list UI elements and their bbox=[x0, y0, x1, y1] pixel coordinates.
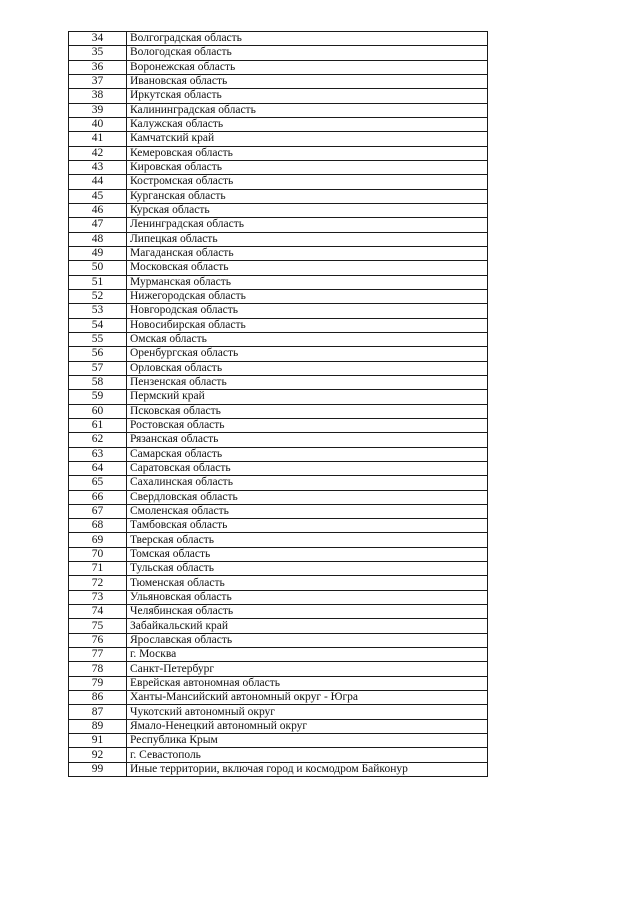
region-name-cell: Новгородская область bbox=[127, 304, 488, 318]
table-row bbox=[69, 318, 488, 332]
table-row bbox=[69, 60, 488, 74]
region-code-cell: 70 bbox=[69, 547, 127, 561]
region-code-cell: 79 bbox=[69, 676, 127, 690]
table-row bbox=[69, 404, 488, 418]
table-row bbox=[69, 705, 488, 719]
table-row bbox=[69, 232, 488, 246]
region-code-cell: 34 bbox=[69, 32, 127, 46]
table-row bbox=[69, 433, 488, 447]
region-name-cell: Ямало-Ненецкий автономный округ bbox=[127, 719, 488, 733]
region-code-cell: 43 bbox=[69, 160, 127, 174]
region-code-cell: 53 bbox=[69, 304, 127, 318]
table-row bbox=[69, 46, 488, 60]
table-row bbox=[69, 562, 488, 576]
table-row bbox=[69, 132, 488, 146]
table-row bbox=[69, 361, 488, 375]
table-row bbox=[69, 719, 488, 733]
region-name-cell: Липецкая область bbox=[127, 232, 488, 246]
region-code-cell: 68 bbox=[69, 519, 127, 533]
table-row bbox=[69, 533, 488, 547]
region-name-cell: Пермский край bbox=[127, 390, 488, 404]
region-name-cell: Ханты-Мансийский автономный округ - Югра bbox=[127, 691, 488, 705]
region-name-cell: Вологодская область bbox=[127, 46, 488, 60]
region-name-cell: Смоленская область bbox=[127, 504, 488, 518]
table-row bbox=[69, 648, 488, 662]
table-row bbox=[69, 576, 488, 590]
region-name-cell: Иркутская область bbox=[127, 89, 488, 103]
region-name-cell: Московская область bbox=[127, 261, 488, 275]
table-row bbox=[69, 490, 488, 504]
table-row bbox=[69, 662, 488, 676]
region-code-cell: 35 bbox=[69, 46, 127, 60]
region-code-cell: 77 bbox=[69, 648, 127, 662]
region-name-cell: Курская область bbox=[127, 203, 488, 217]
region-name-cell: Новосибирская область bbox=[127, 318, 488, 332]
table-row bbox=[69, 246, 488, 260]
table-row bbox=[69, 691, 488, 705]
region-code-cell: 58 bbox=[69, 375, 127, 389]
region-code-cell: 72 bbox=[69, 576, 127, 590]
region-code-cell: 87 bbox=[69, 705, 127, 719]
region-code-cell: 99 bbox=[69, 762, 127, 776]
table-row bbox=[69, 89, 488, 103]
region-code-cell: 73 bbox=[69, 590, 127, 604]
region-code-cell: 44 bbox=[69, 175, 127, 189]
region-name-cell: Сахалинская область bbox=[127, 476, 488, 490]
table-row bbox=[69, 418, 488, 432]
table-row bbox=[69, 504, 488, 518]
region-name-cell: Псковская область bbox=[127, 404, 488, 418]
region-name-cell: Саратовская область bbox=[127, 461, 488, 475]
region-name-cell: Иные территории, включая город и космодром Байконур bbox=[127, 762, 488, 776]
region-code-cell: 42 bbox=[69, 146, 127, 160]
region-code-cell: 40 bbox=[69, 117, 127, 131]
region-name-cell: Тульская область bbox=[127, 562, 488, 576]
region-name-cell: г. Севастополь bbox=[127, 748, 488, 762]
table-row bbox=[69, 117, 488, 131]
region-name-cell: Томская область bbox=[127, 547, 488, 561]
region-name-cell: Рязанская область bbox=[127, 433, 488, 447]
regions-table-body bbox=[69, 32, 488, 777]
region-name-cell: Курганская область bbox=[127, 189, 488, 203]
region-code-cell: 60 bbox=[69, 404, 127, 418]
table-row bbox=[69, 146, 488, 160]
table-row bbox=[69, 203, 488, 217]
region-name-cell: Камчатский край bbox=[127, 132, 488, 146]
region-code-cell: 66 bbox=[69, 490, 127, 504]
region-code-cell: 64 bbox=[69, 461, 127, 475]
table-row bbox=[69, 103, 488, 117]
region-code-cell: 52 bbox=[69, 289, 127, 303]
region-code-cell: 78 bbox=[69, 662, 127, 676]
region-code-cell: 69 bbox=[69, 533, 127, 547]
region-code-cell: 65 bbox=[69, 476, 127, 490]
region-name-cell: Омская область bbox=[127, 332, 488, 346]
region-code-cell: 38 bbox=[69, 89, 127, 103]
table-row bbox=[69, 218, 488, 232]
region-name-cell: Ивановская область bbox=[127, 74, 488, 88]
region-name-cell: Орловская область bbox=[127, 361, 488, 375]
table-row bbox=[69, 547, 488, 561]
table-row bbox=[69, 461, 488, 475]
region-name-cell: Мурманская область bbox=[127, 275, 488, 289]
region-name-cell: Еврейская автономная область bbox=[127, 676, 488, 690]
table-row bbox=[69, 189, 488, 203]
region-code-cell: 39 bbox=[69, 103, 127, 117]
region-name-cell: Забайкальский край bbox=[127, 619, 488, 633]
region-name-cell: Ленинградская область bbox=[127, 218, 488, 232]
regions-table bbox=[68, 31, 488, 777]
region-name-cell: Тамбовская область bbox=[127, 519, 488, 533]
region-name-cell: Тверская область bbox=[127, 533, 488, 547]
region-name-cell: Республика Крым bbox=[127, 734, 488, 748]
table-row bbox=[69, 447, 488, 461]
region-name-cell: Магаданская область bbox=[127, 246, 488, 260]
region-code-cell: 59 bbox=[69, 390, 127, 404]
region-code-cell: 92 bbox=[69, 748, 127, 762]
region-code-cell: 67 bbox=[69, 504, 127, 518]
table-row bbox=[69, 332, 488, 346]
table-row bbox=[69, 476, 488, 490]
table-row bbox=[69, 762, 488, 776]
table-row bbox=[69, 32, 488, 46]
region-code-cell: 63 bbox=[69, 447, 127, 461]
table-row bbox=[69, 175, 488, 189]
table-row bbox=[69, 347, 488, 361]
table-row bbox=[69, 74, 488, 88]
table-row bbox=[69, 619, 488, 633]
region-name-cell: Санкт-Петербург bbox=[127, 662, 488, 676]
region-code-cell: 37 bbox=[69, 74, 127, 88]
region-code-cell: 62 bbox=[69, 433, 127, 447]
table-row bbox=[69, 375, 488, 389]
region-code-cell: 76 bbox=[69, 633, 127, 647]
region-code-cell: 47 bbox=[69, 218, 127, 232]
region-code-cell: 74 bbox=[69, 605, 127, 619]
table-row bbox=[69, 748, 488, 762]
table-row bbox=[69, 734, 488, 748]
region-name-cell: Челябинская область bbox=[127, 605, 488, 619]
region-name-cell: Костромская область bbox=[127, 175, 488, 189]
region-code-cell: 50 bbox=[69, 261, 127, 275]
region-code-cell: 41 bbox=[69, 132, 127, 146]
region-name-cell: Свердловская область bbox=[127, 490, 488, 504]
region-code-cell: 89 bbox=[69, 719, 127, 733]
region-name-cell: Оренбургская область bbox=[127, 347, 488, 361]
region-code-cell: 71 bbox=[69, 562, 127, 576]
region-name-cell: Кемеровская область bbox=[127, 146, 488, 160]
table-row bbox=[69, 519, 488, 533]
region-name-cell: Ульяновская область bbox=[127, 590, 488, 604]
region-code-cell: 56 bbox=[69, 347, 127, 361]
region-code-cell: 91 bbox=[69, 734, 127, 748]
region-name-cell: Пензенская область bbox=[127, 375, 488, 389]
table-row bbox=[69, 261, 488, 275]
region-name-cell: Кировская область bbox=[127, 160, 488, 174]
region-name-cell: Ростовская область bbox=[127, 418, 488, 432]
region-name-cell: Калужская область bbox=[127, 117, 488, 131]
region-name-cell: г. Москва bbox=[127, 648, 488, 662]
region-code-cell: 54 bbox=[69, 318, 127, 332]
region-name-cell: Нижегородская область bbox=[127, 289, 488, 303]
region-name-cell: Калининградская область bbox=[127, 103, 488, 117]
region-name-cell: Чукотский автономный округ bbox=[127, 705, 488, 719]
region-name-cell: Тюменская область bbox=[127, 576, 488, 590]
region-code-cell: 75 bbox=[69, 619, 127, 633]
region-code-cell: 36 bbox=[69, 60, 127, 74]
region-name-cell: Воронежская область bbox=[127, 60, 488, 74]
region-code-cell: 57 bbox=[69, 361, 127, 375]
table-row bbox=[69, 605, 488, 619]
table-row bbox=[69, 160, 488, 174]
region-code-cell: 48 bbox=[69, 232, 127, 246]
region-code-cell: 46 bbox=[69, 203, 127, 217]
region-code-cell: 49 bbox=[69, 246, 127, 260]
table-row bbox=[69, 590, 488, 604]
table-row bbox=[69, 676, 488, 690]
region-code-cell: 61 bbox=[69, 418, 127, 432]
region-code-cell: 51 bbox=[69, 275, 127, 289]
region-name-cell: Ярославская область bbox=[127, 633, 488, 647]
region-name-cell: Волгоградская область bbox=[127, 32, 488, 46]
table-row bbox=[69, 304, 488, 318]
region-code-cell: 55 bbox=[69, 332, 127, 346]
region-code-cell: 45 bbox=[69, 189, 127, 203]
table-row bbox=[69, 275, 488, 289]
table-row bbox=[69, 390, 488, 404]
region-code-cell: 86 bbox=[69, 691, 127, 705]
table-row bbox=[69, 289, 488, 303]
table-row bbox=[69, 633, 488, 647]
region-name-cell: Самарская область bbox=[127, 447, 488, 461]
